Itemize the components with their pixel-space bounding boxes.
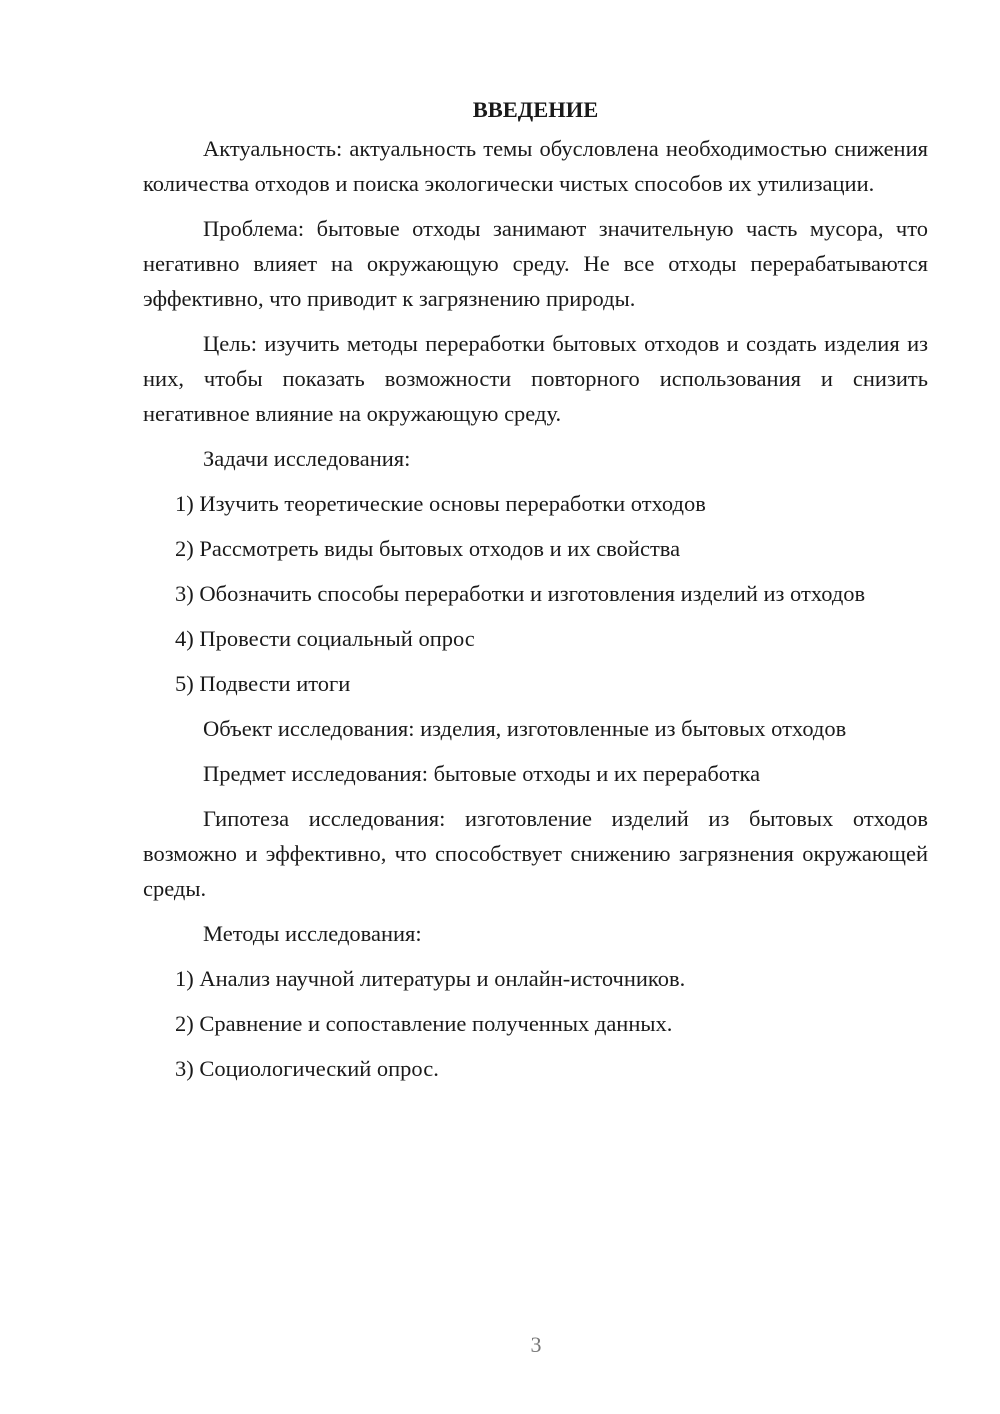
section-title-text: ВВЕДЕНИЕ xyxy=(472,97,599,122)
document-body xyxy=(143,92,928,1096)
hypothesis-paragraph: Гипотеза исследования: изготовление изделий из бытовых отходов возможно и эффективно, что способствует снижению загрязнения окружающей среды. xyxy=(143,806,928,901)
tasks-heading: Задачи исследования: xyxy=(203,446,411,471)
methods-heading: Методы исследования: xyxy=(203,921,422,946)
method-item: 2) Сравнение и сопоставление полученных данных. xyxy=(175,1011,673,1036)
relevance-paragraph: Актуальность: актуальность темы обусловлена необходимостью снижения количества отходов и поиска экологически чистых способов их утилизации. xyxy=(143,136,928,196)
method-item: 3) Социологический опрос. xyxy=(175,1056,439,1081)
task-item: 3) Обозначить способы переработки и изготовления изделий из отходов xyxy=(175,581,866,606)
task-item: 1) Изучить теоретические основы переработки отходов xyxy=(175,491,706,516)
subject-paragraph: Предмет исследования: бытовые отходы и их переработка xyxy=(203,761,761,786)
page-number: 3 xyxy=(530,1332,542,1357)
object-paragraph: Объект исследования: изделия, изготовленные из бытовых отходов xyxy=(203,716,847,741)
section-title xyxy=(143,92,928,127)
task-item: 4) Провести социальный опрос xyxy=(175,626,475,651)
task-item: 2) Рассмотреть виды бытовых отходов и их свойства xyxy=(175,536,681,561)
method-item: 1) Анализ научной литературы и онлайн-источников. xyxy=(175,966,686,991)
problem-paragraph: Проблема: бытовые отходы занимают значительную часть мусора, что негативно влияет на окружающую среду. Не все отходы перерабатываются эффективно, что приводит к загрязнению природы. xyxy=(143,216,928,311)
goal-paragraph: Цель: изучить методы переработки бытовых отходов и создать изделия из них, чтобы показать возможности повторного использования и снизить негативное влияние на окружающую среду. xyxy=(143,331,928,426)
task-item: 5) Подвести итоги xyxy=(175,671,351,696)
